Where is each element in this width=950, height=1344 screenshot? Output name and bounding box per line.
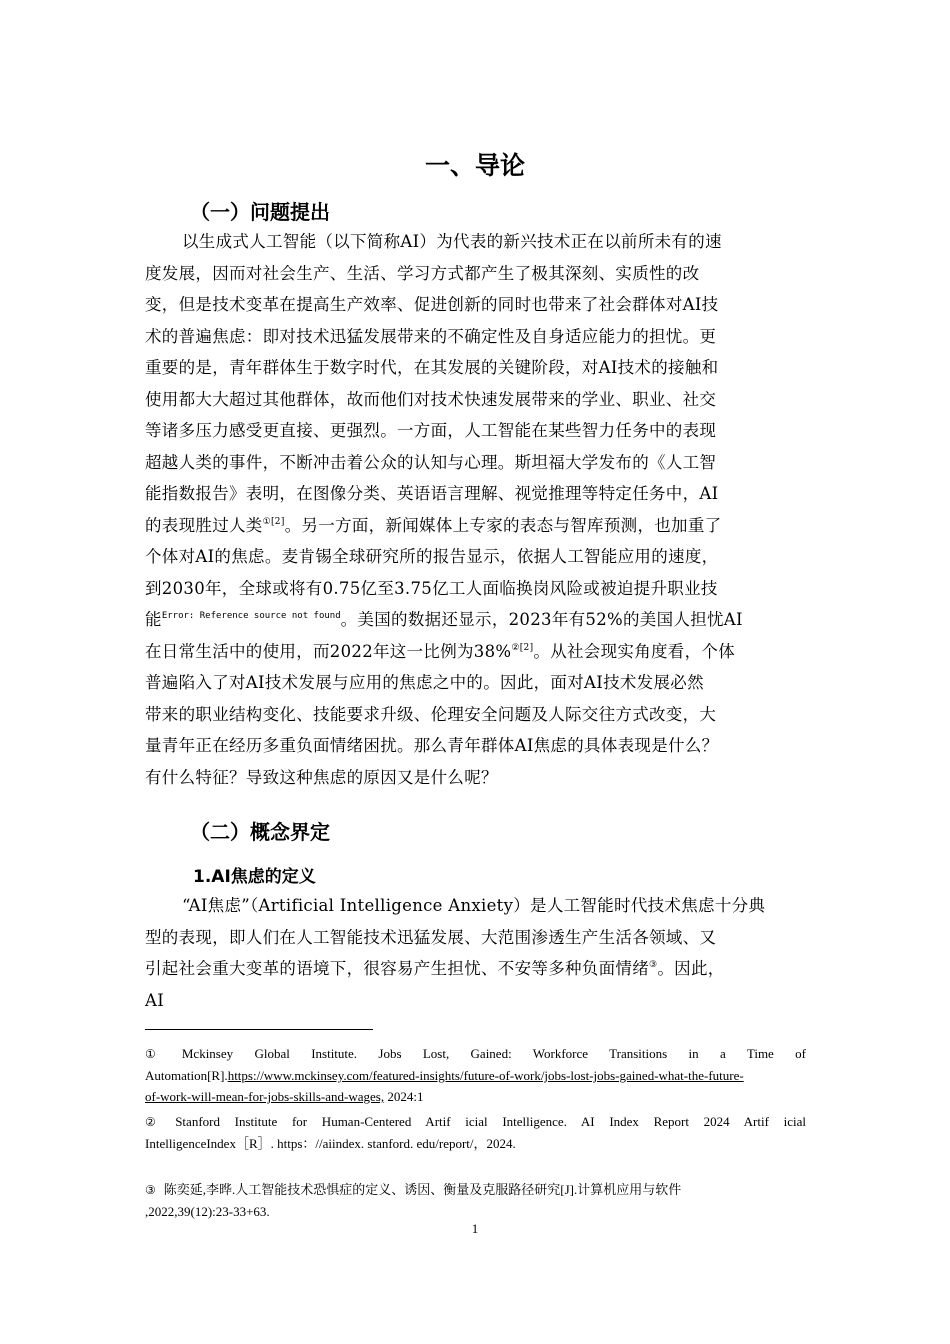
text-run: 。从社会现实角度看，个体 (533, 641, 736, 661)
footnote-line (145, 1179, 806, 1201)
footnote-line (145, 1111, 806, 1133)
footnote-text: 陈奕延,李晔.人工智能技术恐惧症的定义、诱因、衡量及克服路径研究[J].计算机应用与软件 (163, 1182, 682, 1197)
paragraph-line: 到2030年，全球或将有0.75亿至3.75亿工人面临换岗风险或被迫提升职业技 (145, 578, 718, 598)
paragraph-line: 变，但是技术变革在提高生产效率、促进创新的同时也带来了社会群体对AI技 (145, 295, 719, 314)
paragraph-line: 重要的是，青年群体生于数字时代，在其发展的关键阶段，对AI技术的接触和 (145, 358, 719, 377)
text-run: 。另一方面，新闻媒体上专家的表态与智库预测，也加重了 (284, 515, 722, 535)
paragraph-line: 普遍陷入了对AI技术发展与应用的焦虑之中的。因此，面对AI技术发展必然 (145, 673, 704, 692)
paragraph-line: 型的表现，即人们在人工智能技术迅猛发展、大范围渗透生产生活各领域、又 (145, 927, 717, 947)
text-run: 在日常生活中的使用，而2022年这一比例为38% (145, 641, 512, 661)
citation-mark: ①[2] (262, 516, 285, 527)
section-2-paragraph (145, 890, 806, 1016)
paragraph-line: 量青年正在经历多重负面情绪困扰。那么青年群体AI焦虑的具体表现是什么？ (145, 736, 719, 755)
footnote-text: 2024:1 (384, 1089, 424, 1104)
footnote-1 (145, 1043, 806, 1107)
text-run: 。美国的数据还显示，2023年有52%的美国人担忧AI (340, 610, 743, 629)
footnote-separator (145, 1029, 373, 1030)
footnote-line (145, 1065, 806, 1086)
text-run: 的表现胜过人类 (145, 515, 263, 535)
subsection-heading: 1.AI焦虑的定义 (193, 867, 316, 887)
paragraph-line: AI (145, 990, 165, 1010)
footnote-mark: ① (145, 1047, 174, 1061)
footnote-3 (145, 1179, 806, 1222)
text-run: 引起社会重大变革的语境下，很容易产生担忧、不安等多种负面情绪 (145, 959, 649, 978)
citation-mark: ③ (649, 960, 658, 970)
paragraph-line: 使用都大大超过其他群体，故而他们对技术快速发展带来的学业、职业、社交 (145, 389, 717, 409)
paragraph-line (145, 953, 806, 985)
text-run: 。因此， (657, 959, 725, 978)
footnote-text: Automation[R]. (145, 1068, 228, 1083)
paragraph-line: 术的普遍焦虑：即对技术迅猛发展带来的不确定性及自身适应能力的担忧。更 (145, 326, 717, 346)
paragraph-line: 度发展，因而对社会生产、生活、学习方式都产生了极其深刻、实质性的改 (145, 263, 700, 283)
footnote-2 (145, 1111, 806, 1154)
paragraph-line (145, 636, 806, 668)
footnote-text: Stanford Institute for Human-Centered Artif icial Intelligence. AI Index Report 2024 Artif icial (175, 1114, 806, 1129)
section-1-paragraph (145, 226, 806, 793)
footnote-line (145, 1086, 806, 1107)
paragraph-line: 能指数报告》表明，在图像分类、英语语言理解、视觉推理等特定任务中，AI (145, 484, 719, 503)
paragraph-line (145, 604, 806, 636)
paragraph-line: 等诸多压力感受更直接、更强烈。一方面，人工智能在某些智力任务中的表现 (145, 421, 717, 440)
footnote-mark: ② (145, 1115, 168, 1129)
footnote-link[interactable]: of-work-will-mean-for-jobs-skills-and-wages, (145, 1089, 385, 1104)
footnote-line: ,2022,39(12):23-33+63. (145, 1204, 270, 1219)
reference-error-text: Error: Reference source not found (161, 611, 341, 621)
paragraph-line: 有什么特征？导致这种焦虑的原因又是什么呢？ (145, 767, 498, 787)
paragraph-line: “AI焦虑”（Artificial Intelligence Anxiety）是人工智能时代技术焦虑十分典 (182, 896, 766, 915)
footnote-mark: ③ (145, 1183, 156, 1197)
paragraph-line (145, 510, 806, 542)
section-heading-1: （一）问题提出 (190, 200, 330, 224)
footnote-line: IntelligenceIndex［R］. https：//aiindex. stanford. edu/report/，2024. (145, 1136, 516, 1151)
footnote-line (145, 1043, 806, 1065)
footnote-link[interactable]: https://www.mckinsey.com/featured-insights/future-of-work/jobs-lost-jobs-gained-what-the-future- (227, 1068, 744, 1083)
paragraph-line: 以生成式人工智能（以下简称AI）为代表的新兴技术正在以前所未有的速 (182, 232, 722, 251)
text-run: 能 (145, 610, 162, 629)
page-number: 1 (471, 1221, 479, 1236)
footnote-text: Mckinsey Global Institute. Jobs Lost, Gained: Workforce Transitions in a Time of (181, 1046, 806, 1061)
chapter-title: 一、导论 (424, 151, 525, 180)
paragraph-line: 个体对AI的焦虑。麦肯锡全球研究所的报告显示，依据人工智能应用的速度， (145, 547, 719, 566)
paragraph-line: 带来的职业结构变化、技能要求升级、伦理安全问题及人际交往方式改变，大 (145, 704, 717, 724)
paragraph-line: 超越人类的事件，不断冲击着公众的认知与心理。斯坦福大学发布的《人工智 (145, 452, 717, 472)
section-heading-2: （二）概念界定 (190, 820, 330, 844)
citation-mark: ②[2] (511, 642, 534, 653)
